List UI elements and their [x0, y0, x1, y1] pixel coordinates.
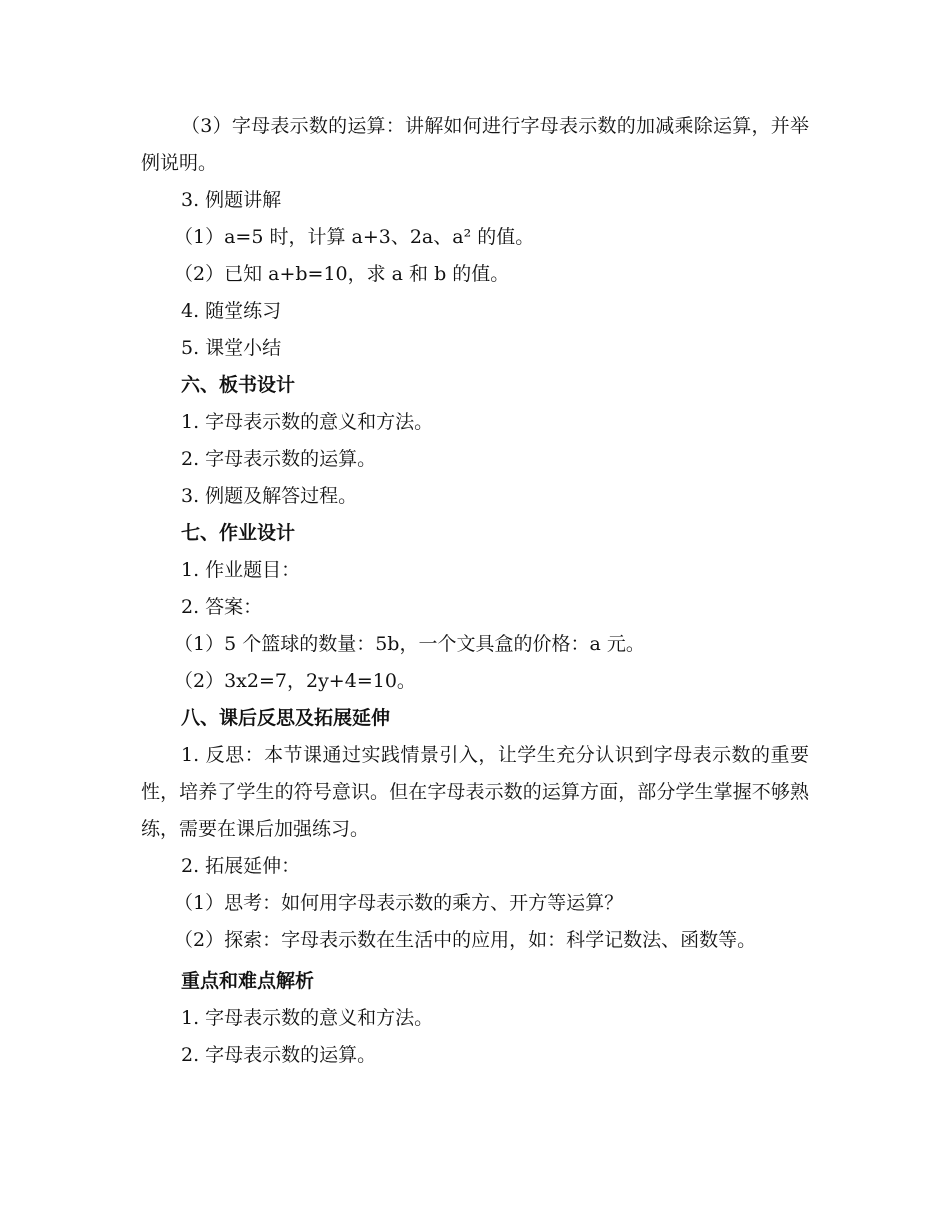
- example-section-title: 3. 例题讲解: [181, 189, 282, 211]
- section-heading-key-points: 重点和难点解析: [181, 970, 315, 992]
- section-heading-board-design: 六、板书设计: [181, 374, 296, 396]
- homework-item: 2. 答案：: [181, 596, 263, 618]
- board-item: 2. 字母表示数的运算。: [181, 448, 377, 470]
- reflection-paragraph: 1. 反思：本节课通过实践情景引入，让学生充分认识到字母表示数的重要性，培养了学生的符号意识。但在字母表示数的运算方面，部分学生掌握不够熟练，需要在课后加强练习。: [141, 744, 809, 840]
- homework-answer: （1）5 个篮球的数量：5b，一个文具盒的价格：a 元。: [174, 633, 645, 655]
- key-point-item: 2. 字母表示数的运算。: [181, 1044, 377, 1066]
- extension-title: 2. 拓展延伸：: [181, 855, 301, 877]
- practice-item: 4. 随堂练习: [181, 300, 282, 322]
- summary-item: 5. 课堂小结: [181, 337, 282, 359]
- example-1: （1）a=5 时，计算 a+3、2a、a² 的值。: [174, 226, 535, 248]
- operation-paragraph: （3）字母表示数的运算：讲解如何进行字母表示数的加减乘除运算，并举例说明。: [141, 115, 809, 174]
- example-2: （2）已知 a+b=10，求 a 和 b 的值。: [174, 263, 510, 285]
- board-item: 1. 字母表示数的意义和方法。: [181, 411, 434, 433]
- section-heading-homework: 七、作业设计: [181, 522, 296, 544]
- extension-think: （1）思考：如何用字母表示数的乘方、开方等运算？: [174, 892, 624, 914]
- board-item: 3. 例题及解答过程。: [181, 485, 358, 507]
- key-point-item: 1. 字母表示数的意义和方法。: [181, 1007, 434, 1029]
- extension-explore: （2）探索：字母表示数在生活中的应用，如：科学记数法、函数等。: [174, 929, 757, 951]
- section-heading-reflection: 八、课后反思及拓展延伸: [181, 707, 391, 729]
- document-body: [141, 108, 809, 1074]
- homework-answer: （2）3x2=7，2y+4=10。: [174, 670, 416, 692]
- homework-item: 1. 作业题目：: [181, 559, 301, 581]
